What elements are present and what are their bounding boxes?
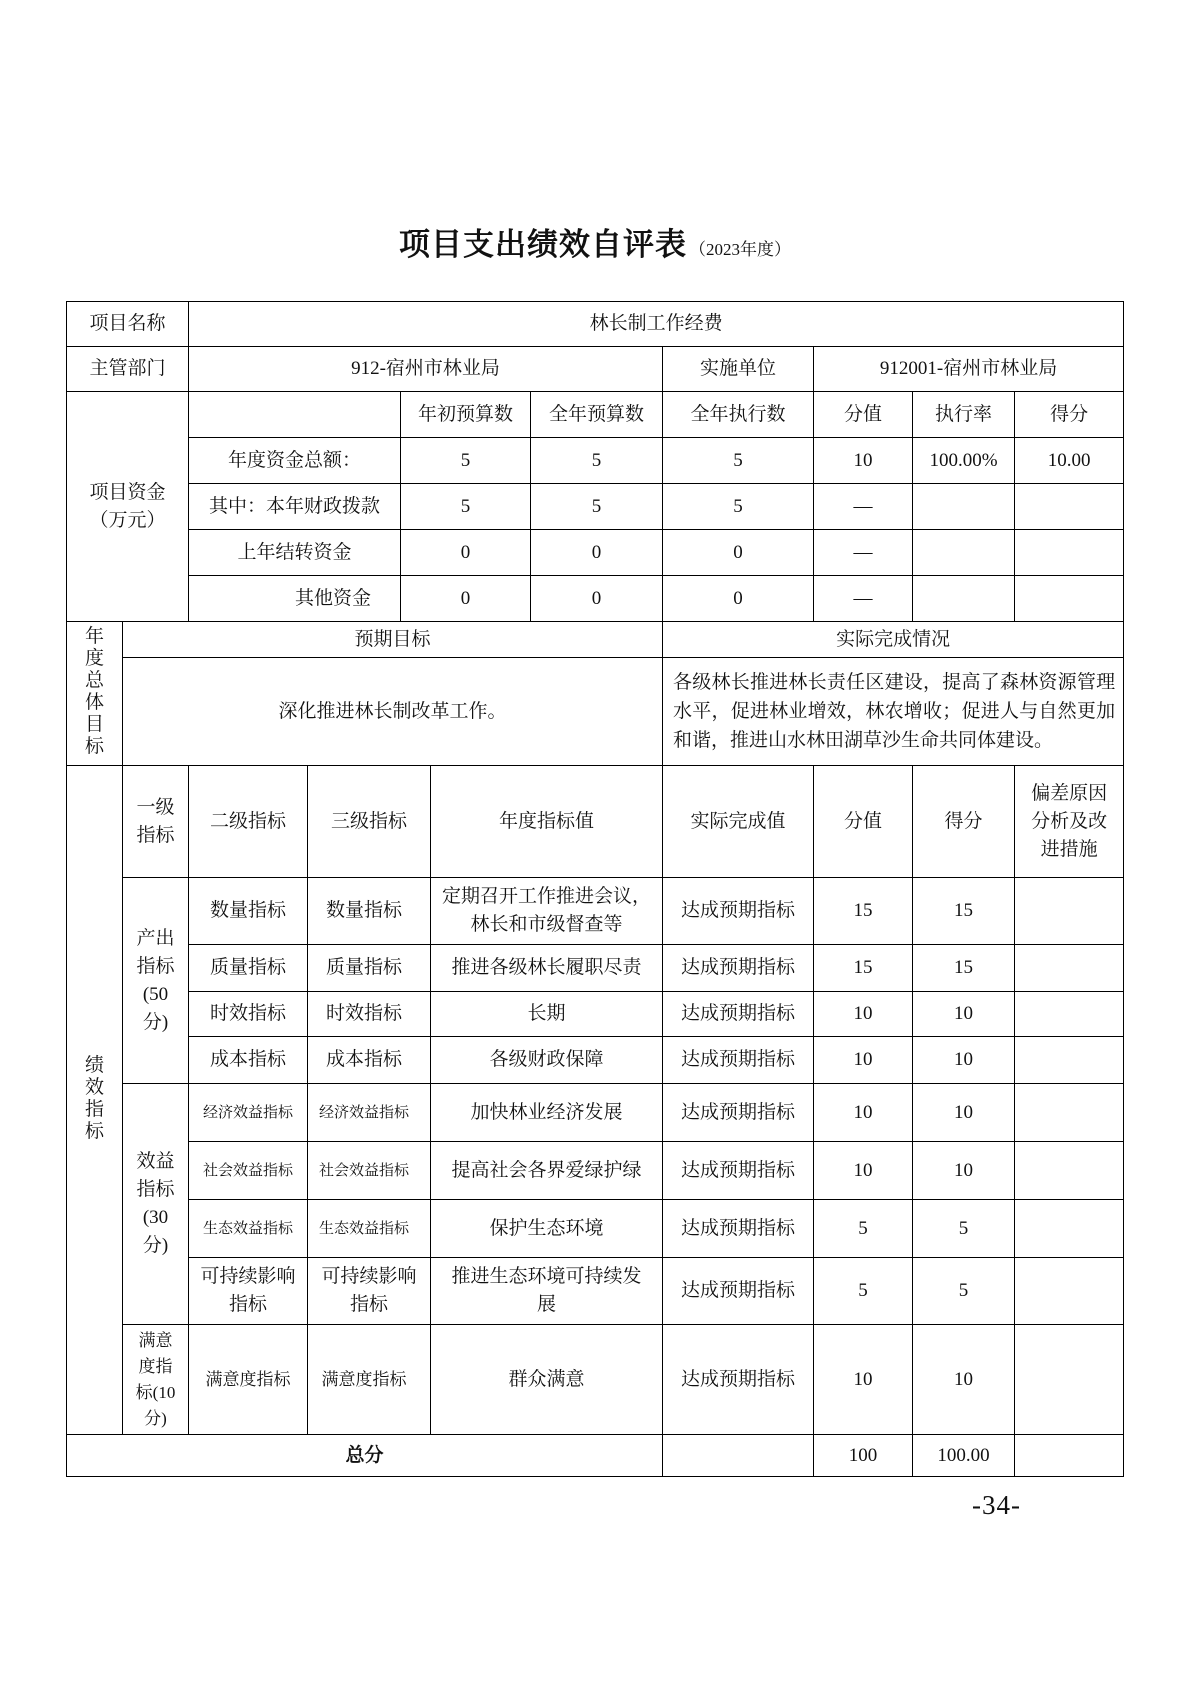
level3-indicator: 质量指标 [308, 945, 431, 992]
department-label: 主管部门 [67, 347, 189, 392]
score: 15 [913, 945, 1015, 992]
level2-indicator: 数量指标 [189, 878, 308, 945]
funds-row-label: 年度资金总额： [189, 438, 401, 484]
header-execution-rate: 执行率 [913, 392, 1015, 438]
header-level3-indicator: 三级指标 [308, 766, 431, 878]
header-actual-value: 实际完成值 [663, 766, 814, 878]
empty-cell [1015, 1435, 1124, 1477]
group-label-line: 产出 [136, 927, 175, 949]
expected-goal-text: 深化推进林长制改革工作。 [123, 658, 663, 766]
table-row [67, 530, 1124, 576]
deviation-cell [1015, 1142, 1124, 1200]
actual-value: 达成预期指标 [663, 992, 814, 1037]
score-value: 10 [814, 1084, 913, 1142]
level2-indicator: 成本指标 [189, 1037, 308, 1084]
level2-indicator: 经济效益指标 [189, 1084, 308, 1142]
header-annual-target: 年度指标值 [431, 766, 663, 878]
score-value: 10 [814, 1037, 913, 1084]
funds-label-line: 项目资金 [89, 481, 166, 503]
annual-target: 推进各级林长履职尽责 [431, 945, 663, 992]
funds-score-value: — [814, 530, 913, 576]
funds-annual-budget: 0 [531, 576, 663, 622]
level2-indicator: 质量指标 [189, 945, 308, 992]
header-score: 得分 [913, 766, 1015, 878]
table-row [67, 484, 1124, 530]
table-row [67, 992, 1124, 1037]
benefit-indicator-group [123, 1084, 189, 1325]
target-line: 展 [537, 1294, 557, 1315]
score: 10 [913, 1037, 1015, 1084]
table-row [67, 766, 1124, 878]
score: 5 [913, 1258, 1015, 1325]
group-label-line: 满意 [138, 1330, 173, 1350]
performance-self-evaluation-table [66, 301, 1124, 1477]
score: 10 [913, 992, 1015, 1037]
group-label-line: (50 [142, 983, 169, 1005]
document-title [0, 224, 1190, 272]
actual-completion-text [663, 658, 1124, 766]
score-value: 5 [814, 1258, 913, 1325]
group-label-line: 分) [144, 1408, 167, 1428]
deviation-cell [1015, 992, 1124, 1037]
table-row [67, 438, 1124, 484]
level3-indicator: 生态效益指标 [308, 1200, 431, 1258]
empty-cell [1015, 576, 1124, 622]
score: 5 [913, 1200, 1015, 1258]
annual-target: 长期 [431, 992, 663, 1037]
header-initial-budget: 年初预算数 [401, 392, 531, 438]
funds-executed: 0 [663, 576, 814, 622]
deviation-cell [1015, 1037, 1124, 1084]
group-label-line: 指标 [136, 955, 175, 977]
title-main: 项目支出绩效自评表 [399, 227, 687, 262]
project-name-label: 项目名称 [67, 302, 189, 347]
actual-value: 达成预期指标 [663, 1200, 814, 1258]
table-row [67, 945, 1124, 992]
funds-executed: 5 [663, 438, 814, 484]
implementing-unit-label: 实施单位 [663, 347, 814, 392]
deviation-cell [1015, 1200, 1124, 1258]
expected-goal-header: 预期目标 [123, 622, 663, 658]
header-line: 一级 [136, 796, 175, 818]
header-level1-indicator [123, 766, 189, 878]
empty-cell [913, 530, 1015, 576]
header-score-value: 分值 [814, 392, 913, 438]
implementing-unit-value: 912001-宿州市林业局 [814, 347, 1124, 392]
deviation-cell [1015, 1258, 1124, 1325]
funds-annual-budget: 5 [531, 484, 663, 530]
actual-value: 达成预期指标 [663, 1258, 814, 1325]
total-label: 总分 [67, 1435, 663, 1477]
level3-indicator: 成本指标 [308, 1037, 431, 1084]
deviation-cell [1015, 945, 1124, 992]
funds-label [67, 392, 189, 622]
level3-line: 指标 [350, 1294, 389, 1315]
deviation-cell [1015, 1325, 1124, 1435]
target-line: 林长和市级督查等 [470, 914, 623, 935]
level2-line: 指标 [229, 1294, 268, 1315]
actual-value: 达成预期指标 [663, 945, 814, 992]
deviation-cell [1015, 878, 1124, 945]
table-row [67, 658, 1124, 766]
total-score: 100.00 [913, 1435, 1015, 1477]
header-score: 得分 [1015, 392, 1124, 438]
group-label-line: 分) [142, 1011, 169, 1033]
funds-executed: 5 [663, 484, 814, 530]
table-row [67, 1200, 1124, 1258]
annual-target: 提高社会各界爱绿护绿 [431, 1142, 663, 1200]
group-label-line: 分) [142, 1235, 169, 1256]
funds-row-label: 其他资金 [189, 576, 401, 622]
funds-annual-budget: 5 [531, 438, 663, 484]
header-deviation-analysis [1015, 766, 1124, 878]
score-value: 15 [814, 878, 913, 945]
level2-indicator: 满意度指标 [189, 1325, 308, 1435]
deviation-cell [1015, 1084, 1124, 1142]
funds-execution-rate: 100.00% [913, 438, 1015, 484]
target-line: 推进生态环境可持续发 [451, 1266, 642, 1287]
level2-indicator: 时效指标 [189, 992, 308, 1037]
funds-score-value: 10 [814, 438, 913, 484]
score: 10 [913, 1325, 1015, 1435]
actual-value: 达成预期指标 [663, 1142, 814, 1200]
project-name-value: 林长制工作经费 [189, 302, 1124, 347]
group-label-line: 指标 [136, 1179, 175, 1200]
header-line: 偏差原因 [1031, 782, 1108, 804]
funds-initial-budget: 5 [401, 438, 531, 484]
table-row [67, 1435, 1124, 1477]
header-level2-indicator: 二级指标 [189, 766, 308, 878]
page-number: -34- [972, 1490, 1021, 1520]
group-label-line: 效益 [136, 1151, 175, 1172]
annual-target [431, 878, 663, 945]
funds-initial-budget: 5 [401, 484, 531, 530]
header-annual-budget: 全年预算数 [531, 392, 663, 438]
score-value: 10 [814, 1325, 913, 1435]
score: 15 [913, 878, 1015, 945]
funds-score-value: — [814, 576, 913, 622]
funds-executed: 0 [663, 530, 814, 576]
performance-indicator-label [67, 766, 123, 1435]
table-row [67, 392, 1124, 438]
performance-indicator-label-text: 绩效指标 [84, 1054, 104, 1142]
score-value: 10 [814, 1142, 913, 1200]
annual-target: 群众满意 [431, 1325, 663, 1435]
annual-target: 加快林业经济发展 [431, 1084, 663, 1142]
level2-indicator [189, 1258, 308, 1325]
group-label-line: 度指 [138, 1356, 173, 1376]
funds-row-label: 其中：本年财政拨款 [189, 484, 401, 530]
actual-value: 达成预期指标 [663, 1084, 814, 1142]
table-row [67, 1142, 1124, 1200]
funds-score-value: — [814, 484, 913, 530]
score-value: 5 [814, 1200, 913, 1258]
level2-line: 可持续影响 [200, 1266, 296, 1287]
output-indicator-group [123, 878, 189, 1084]
actual-value: 达成预期指标 [663, 1037, 814, 1084]
annual-target: 各级财政保障 [431, 1037, 663, 1084]
level3-line: 可持续影响 [321, 1266, 417, 1287]
funds-initial-budget: 0 [401, 576, 531, 622]
header-line: 指标 [136, 824, 175, 846]
table-row [67, 1037, 1124, 1084]
annual-target [431, 1258, 663, 1325]
empty-cell [913, 576, 1015, 622]
annual-goal-label-text: 年度总体目标 [84, 626, 104, 757]
table-row [67, 347, 1124, 392]
table-row [67, 1258, 1124, 1325]
table-row [67, 302, 1124, 347]
level2-indicator: 社会效益指标 [189, 1142, 308, 1200]
table-row [67, 576, 1124, 622]
funds-corner-cell [189, 392, 401, 438]
funds-annual-budget: 0 [531, 530, 663, 576]
header-line: 分析及改 [1031, 810, 1108, 832]
funds-score: 10.00 [1015, 438, 1124, 484]
annual-target: 保护生态环境 [431, 1200, 663, 1258]
score-value: 10 [814, 992, 913, 1037]
target-line: 定期召开工作推进会议， [442, 886, 652, 907]
annual-goal-label [67, 622, 123, 766]
score: 10 [913, 1084, 1015, 1142]
group-label-line: 标(10 [135, 1382, 176, 1402]
actual-value: 达成预期指标 [663, 878, 814, 945]
header-score-value: 分值 [814, 766, 913, 878]
header-annual-executed: 全年执行数 [663, 392, 814, 438]
level3-indicator [308, 1258, 431, 1325]
funds-initial-budget: 0 [401, 530, 531, 576]
score: 10 [913, 1142, 1015, 1200]
empty-cell [913, 484, 1015, 530]
satisfaction-indicator-group [123, 1325, 189, 1435]
header-line: 进措施 [1040, 838, 1098, 860]
level3-indicator: 满意度指标 [308, 1325, 431, 1435]
title-year: （2023年度） [689, 240, 791, 259]
level3-indicator: 经济效益指标 [308, 1084, 431, 1142]
actual-completion-line: 水平，促进林业增效，林农增收；促进人与自然更加 [673, 701, 1116, 722]
table-row [67, 1084, 1124, 1142]
empty-cell [1015, 530, 1124, 576]
funds-label-line: （万元） [89, 509, 166, 531]
actual-completion-line: 各级林长推进林长责任区建设，提高了森林资源管理 [673, 672, 1116, 693]
actual-completion-line: 和谐，推进山水林田湖草沙生命共同体建设。 [673, 730, 1054, 751]
level2-indicator: 生态效益指标 [189, 1200, 308, 1258]
empty-cell [663, 1435, 814, 1477]
level3-indicator: 数量指标 [308, 878, 431, 945]
table-row [67, 878, 1124, 945]
level3-indicator: 社会效益指标 [308, 1142, 431, 1200]
department-value: 912-宿州市林业局 [189, 347, 663, 392]
actual-value: 达成预期指标 [663, 1325, 814, 1435]
level3-indicator: 时效指标 [308, 992, 431, 1037]
table-row [67, 1325, 1124, 1435]
actual-completion-header: 实际完成情况 [663, 622, 1124, 658]
total-score-value: 100 [814, 1435, 913, 1477]
funds-row-label: 上年结转资金 [189, 530, 401, 576]
table-row [67, 622, 1124, 658]
group-label-line: (30 [142, 1207, 169, 1228]
score-value: 15 [814, 945, 913, 992]
empty-cell [1015, 484, 1124, 530]
